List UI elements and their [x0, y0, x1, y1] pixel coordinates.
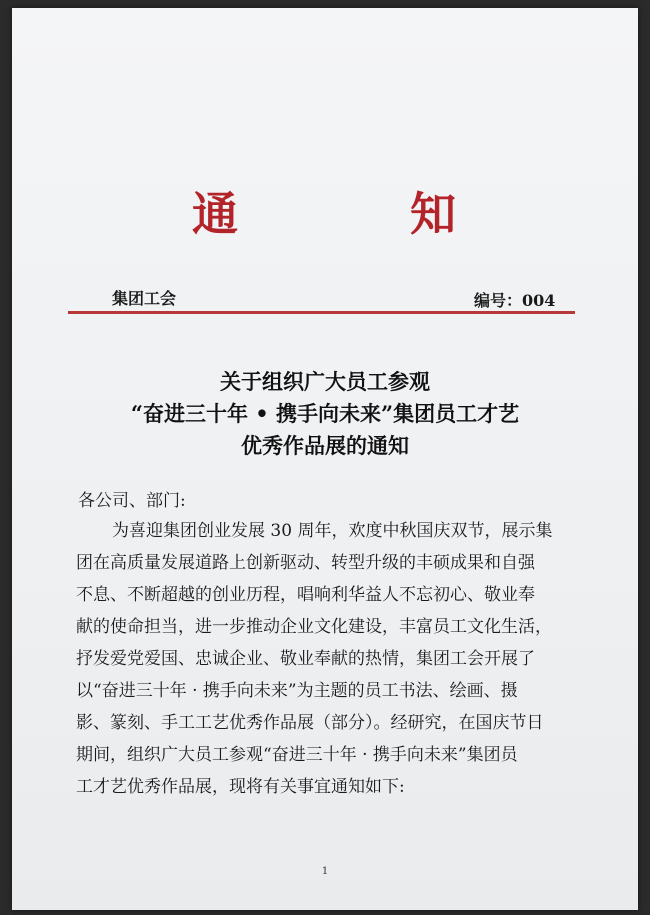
- body-line: 期间，组织广大员工参观“奋进三十年 · 携手向未来”集团员: [76, 745, 518, 765]
- body-line: 工才艺优秀作品展，现将有关事宜通知如下:: [76, 777, 405, 797]
- body-line: 团在高质量发展道路上创新驱动、转型升级的丰硕成果和自强: [76, 553, 535, 573]
- title-char-1: 通: [192, 187, 238, 241]
- issuer-name: 集团工会: [112, 289, 177, 308]
- page-number: 1: [321, 866, 329, 877]
- document-number: 编号：004: [474, 291, 556, 310]
- body-paragraph: [76, 515, 576, 803]
- notice-heading: [12, 366, 638, 462]
- body-line: 为喜迎集团创业发展 30 周年，欢度中秋国庆双节，展示集: [112, 521, 553, 541]
- body-line: 不息、不断超越的创业历程，唱响利华益人不忘初心、敬业奉: [76, 585, 535, 605]
- salutation: 各公司、部门:: [78, 491, 186, 511]
- body-line: 抒发爱党爱国、忠诚企业、敬业奉献的热情，集团工会开展了: [76, 649, 535, 669]
- title-char-2: 知: [410, 187, 456, 241]
- heading-line: “奋进三十年 • 携手向未来”集团员工才艺: [130, 401, 520, 426]
- heading-line: 关于组织广大员工参观: [220, 369, 430, 394]
- body-line: 影、篆刻、手工工艺优秀作品展（部分）。经研究，在国庆节日: [76, 713, 544, 733]
- document-title: [12, 178, 638, 241]
- heading-line: 优秀作品展的通知: [241, 433, 409, 458]
- body-line: 献的使命担当，进一步推动企业文化建设，丰富员工文化生活，: [76, 617, 552, 637]
- body-line: 以“奋进三十年 · 携手向未来”为主题的员工书法、绘画、摄: [76, 681, 518, 701]
- document-page: [12, 8, 638, 910]
- red-divider-line: [68, 311, 575, 314]
